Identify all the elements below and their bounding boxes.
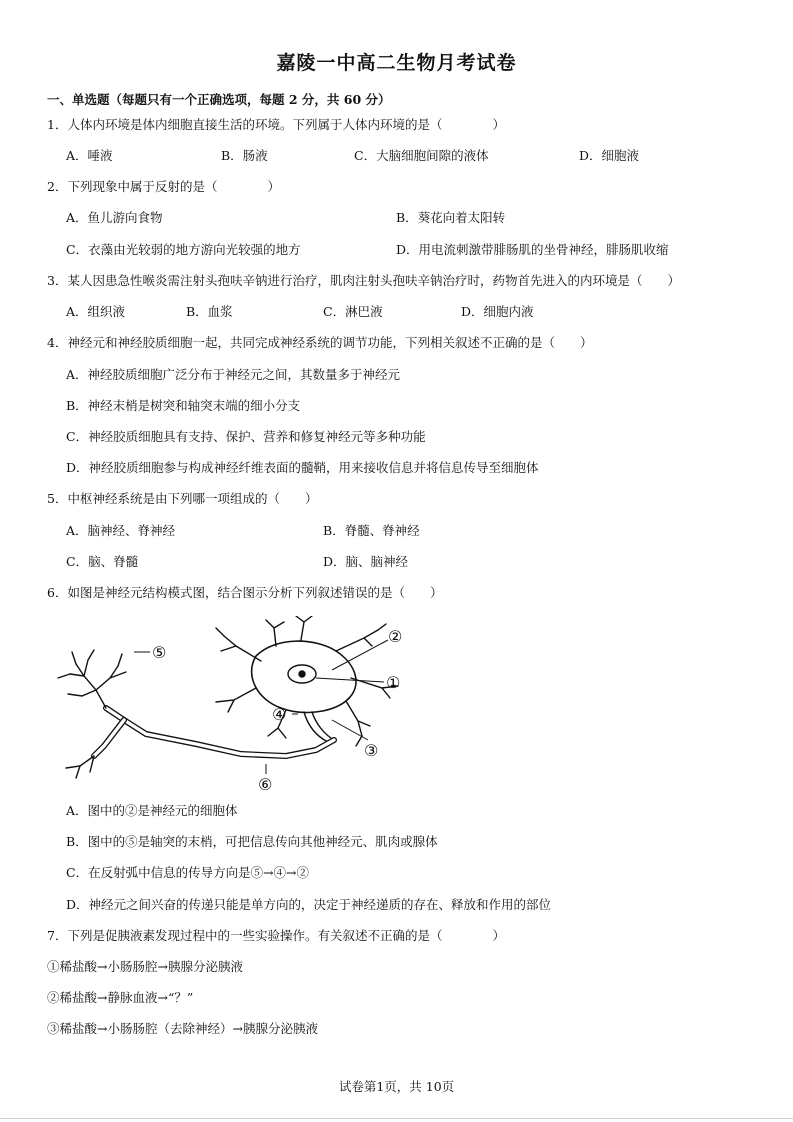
q1-option-c: C．大脑细胞间隙的液体 bbox=[354, 148, 489, 163]
q1-option-a: A．唾液 bbox=[66, 148, 113, 163]
neuron-diagram bbox=[46, 616, 426, 796]
q2-option-b: B．葵花向着太阳转 bbox=[396, 210, 506, 225]
question-1-stem: 1．人体内环境是体内细胞直接生活的环境。下列属于人体内环境的是（ ） bbox=[47, 117, 505, 132]
label-6: ⑥ bbox=[258, 775, 273, 794]
q4-option-c: C．神经胶质细胞具有支持、保护、营养和修复神经元等多种功能 bbox=[66, 429, 426, 444]
q5-option-a: A．脑神经、脊神经 bbox=[66, 523, 176, 538]
bottom-divider bbox=[0, 1118, 793, 1119]
question-6-stem: 6．如图是神经元结构模式图，结合图示分析下列叙述错误的是（ ） bbox=[47, 585, 443, 600]
q6-option-b: B．图中的⑤是轴突的末梢，可把信息传向其他神经元、肌肉或腺体 bbox=[66, 834, 438, 849]
question-4-stem: 4．神经元和神经胶质细胞一起，共同完成神经系统的调节功能，下列相关叙述不正确的是（ ） bbox=[47, 335, 593, 350]
q4-option-b: B．神经末梢是树突和轴突末端的细小分支 bbox=[66, 398, 301, 413]
q7-step-1: ①稀盐酸→小肠肠腔→胰腺分泌胰液 bbox=[47, 959, 243, 974]
label-5: ⑤ bbox=[152, 643, 167, 662]
q4-option-a: A．神经胶质细胞广泛分布于神经元之间，其数量多于神经元 bbox=[66, 367, 401, 382]
q4-option-d: D．神经胶质细胞参与构成神经纤维表面的髓鞘，用来接收信息并将信息传导至细胞体 bbox=[66, 460, 539, 475]
q2-option-a: A．鱼儿游向食物 bbox=[66, 210, 163, 225]
label-2: ② bbox=[388, 627, 403, 646]
q2-option-d: D．用电流刺激带腓肠肌的坐骨神经，腓肠肌收缩 bbox=[396, 242, 669, 257]
q7-step-3: ③稀盐酸→小肠肠腔（去除神经）→胰腺分泌胰液 bbox=[47, 1021, 318, 1036]
q6-option-d: D．神经元之间兴奋的传递只能是单方向的，决定于神经递质的存在、释放和作用的部位 bbox=[66, 897, 552, 912]
q5-option-c: C．脑、脊髓 bbox=[66, 554, 139, 569]
section-heading: 一、单选题（每题只有一个正确选项，每题 2 分，共 60 分） bbox=[47, 92, 391, 107]
q5-option-d: D．脑、脑神经 bbox=[323, 554, 409, 569]
q3-option-a: A．组织液 bbox=[66, 304, 126, 319]
q3-option-b: B．血浆 bbox=[186, 304, 233, 319]
page-title: 嘉陵一中高二生物月考试卷 bbox=[276, 52, 517, 74]
q1-option-b: B．肠液 bbox=[221, 148, 268, 163]
question-7-stem: 7．下列是促胰液素发现过程中的一些实验操作。有关叙述不正确的是（ ） bbox=[47, 928, 505, 943]
label-4: ④ bbox=[272, 705, 287, 724]
q6-option-a: A．图中的②是神经元的细胞体 bbox=[66, 803, 238, 818]
page-footer: 试卷第1页，共 10页 bbox=[338, 1079, 455, 1094]
q3-option-c: C．淋巴液 bbox=[323, 304, 383, 319]
q2-option-c: C．衣藻由光较弱的地方游向光较强的地方 bbox=[66, 242, 301, 257]
q1-option-d: D．细胞液 bbox=[579, 148, 640, 163]
label-3: ③ bbox=[364, 741, 379, 760]
q3-option-d: D．细胞内液 bbox=[461, 304, 534, 319]
q5-option-b: B．脊髓、脊神经 bbox=[323, 523, 420, 538]
q6-option-c: C．在反射弧中信息的传导方向是⑤→④→② bbox=[66, 865, 310, 880]
question-5-stem: 5．中枢神经系统是由下列哪一项组成的（ ） bbox=[47, 491, 318, 506]
question-2-stem: 2．下列现象中属于反射的是（ ） bbox=[47, 179, 280, 194]
question-3-stem: 3．某人因患急性喉炎需注射头孢呋辛钠进行治疗，肌肉注射头孢呋辛钠治疗时，药物首先进入的内环境是（ ） bbox=[47, 273, 680, 288]
label-1: ① bbox=[386, 673, 401, 692]
q7-step-2: ②稀盐酸→静脉血液→“？” bbox=[47, 990, 194, 1005]
